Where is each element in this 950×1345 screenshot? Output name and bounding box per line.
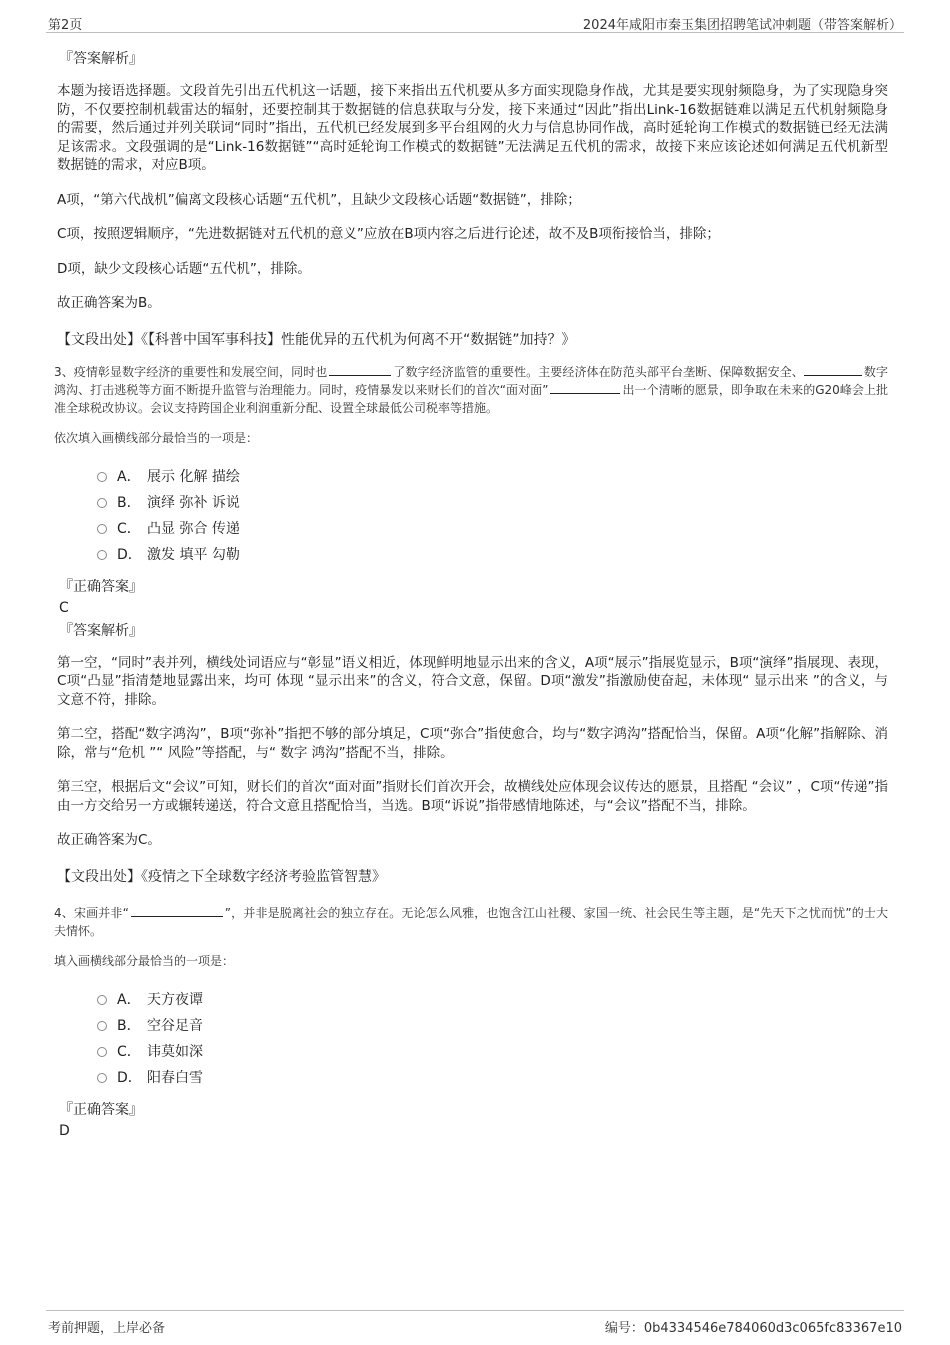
correct-answer-value: C: [59, 599, 69, 616]
radio-icon[interactable]: [97, 995, 107, 1005]
radio-icon[interactable]: [97, 524, 107, 534]
analysis-paragraph: A项，“第六代战机”偏离文段核心话题“五代机”，且缺少文段核心话题“数据链”，排除；: [57, 191, 581, 208]
answer-blank: [329, 363, 391, 376]
analysis-conclusion: 故正确答案为B。: [57, 295, 161, 311]
question-3-stem: 3、疫情彰显数字经济的重要性和发展空间，同时也 了数字经济监管的重要性。主要经济体在防范头部平台垄断、保障数据安全、 数字鸿沟、打击逃税等方面不断提升监管与治理能力。同时，疫情暴发以来财长们的首次“面对面” 出一个清晰的愿景，即争取在未来的G20峰会上批准全球税改协议。会议支持跨国企业利润重新分配、设置全球最低公司税率等措施。: [54, 364, 889, 415]
analysis-paragraph: 第一空，“同时”表并列，横线处词语应与“彰显”语义相近，体现鲜明地显示出来的含义，A项“展示”指展览显示，B项“演绎”指展现、表现，C项“凸显”指清楚地显露出来，均可 体现 “显示出来”的含义，符合文意，保留。D项“激发”指激励使奋起，未体现“ 显示出来 ”的含义，与文意不符，排除。: [57, 654, 888, 708]
page-content: [54, 46, 889, 1143]
analysis-paragraph: 本题为接语选择题。文段首先引出五代机这一话题，接下来指出五代机要从多方面实现隐身作战，尤其是要实现射频隐身，为了实现隐身突防，不仅要控制机载雷达的辐射，还要控制其于数据链的信息获取与分发，接下来通过“因此”指出Link-16数据链难以满足五代机射频隐身的需要，然后通过并列关联词“同时”指出，五代机已经发展到多平台组网的火力与信息协同作战，高时延轮询工作模式的数据链已经无法满足该需求。文段强调的是“Link-16数据链”“高时延轮询工作模式的数据链”无法满足五代机的需求，故接下来应该论述如何满足五代机新型数据链的需求，对应B项。: [57, 83, 888, 173]
source-citation: 【文段出处】《疫情之下全球数字经济考验监管智慧》: [57, 868, 386, 885]
analysis-paragraph: 第二空，搭配“数字鸿沟”，B项“弥补”指把不够的部分填足，C项“弥合”指使愈合，均与“数字鸿沟”搭配恰当，保留。A项“化解”指解除、消除，常与“危机 ”“ 风险”等搭配，与“ 数字 鸿沟”搭配不当，排除。: [57, 726, 888, 761]
document-title: 2024年咸阳市秦玉集团招聘笔试冲刺题（带答案解析）: [582, 18, 902, 33]
footer-slogan: 考前押题，上岸必备: [48, 1321, 166, 1336]
question-4-options: [97, 987, 888, 1091]
option-d[interactable]: D． 激发 填平 勾勒: [97, 542, 888, 568]
analysis-paragraph: 第三空，根据后文“会议”可知，财长们的首次“面对面”指财长们首次开会，故横线处应体现会议传达的愿景，且搭配 “会议” ，C项“传递”指由一方交给另一方或辗转递送，符合文意且搭配恰当，当选。B项“诉说”指带感情地陈述，与“会议”搭配不当，排除。: [57, 779, 888, 814]
radio-icon[interactable]: [97, 1021, 107, 1031]
analysis-paragraph: D项，缺少文段核心话题“五代机”，排除。: [57, 260, 311, 277]
radio-icon[interactable]: [97, 472, 107, 482]
question-4-prompt: 填入画横线部分最恰当的一项是：: [54, 953, 235, 968]
option-a[interactable]: A． 天方夜谭: [97, 987, 888, 1013]
correct-answer-value: D: [59, 1122, 70, 1139]
page-header: [46, 12, 904, 33]
question-3-prompt: 依次填入画横线部分最恰当的一项是：: [54, 430, 259, 445]
question-4-stem: 4、宋画并非“ ”，并非是脱离社会的独立存在。无论怎么风雅，也饱含江山社稷、家国一统、社会民生等主题，是“先天下之忧而忧”的士大夫情怀。: [54, 905, 889, 938]
radio-icon[interactable]: [97, 1047, 107, 1057]
page-number: 第2页: [48, 18, 83, 33]
answer-blank: [550, 381, 620, 394]
source-citation: 【文段出处】《【科普中国军事科技】性能优异的五代机为何离不开“数据链”加持？》: [57, 331, 576, 348]
option-c[interactable]: C． 讳莫如深: [97, 1039, 888, 1065]
radio-icon[interactable]: [97, 1073, 107, 1083]
document-code: 编号：0b4334546e784060d3c065fc83367e10: [604, 1321, 902, 1336]
analysis-conclusion: 故正确答案为C。: [57, 832, 161, 848]
analysis-label: 『答案解析』: [59, 622, 143, 639]
analysis-paragraph: C项，按照逻辑顺序，“先进数据链对五代机的意义”应放在B项内容之后进行论述，故不及B项衔接恰当，排除；: [57, 226, 720, 242]
question-3-options: [97, 464, 888, 568]
analysis-label: 『答案解析』: [59, 51, 143, 67]
correct-answer-label: 『正确答案』: [59, 1101, 143, 1118]
option-d[interactable]: D． 阳春白雪: [97, 1065, 888, 1091]
answer-blank: [804, 363, 862, 376]
option-b[interactable]: B． 演绎 弥补 诉说: [97, 490, 888, 516]
answer-blank: [131, 904, 223, 917]
radio-icon[interactable]: [97, 550, 107, 560]
option-b[interactable]: B． 空谷足音: [97, 1013, 888, 1039]
option-a[interactable]: A． 展示 化解 描绘: [97, 464, 888, 490]
option-c[interactable]: C． 凸显 弥合 传递: [97, 516, 888, 542]
correct-answer-label: 『正确答案』: [59, 578, 143, 595]
page-footer: [46, 1310, 904, 1341]
radio-icon[interactable]: [97, 498, 107, 508]
